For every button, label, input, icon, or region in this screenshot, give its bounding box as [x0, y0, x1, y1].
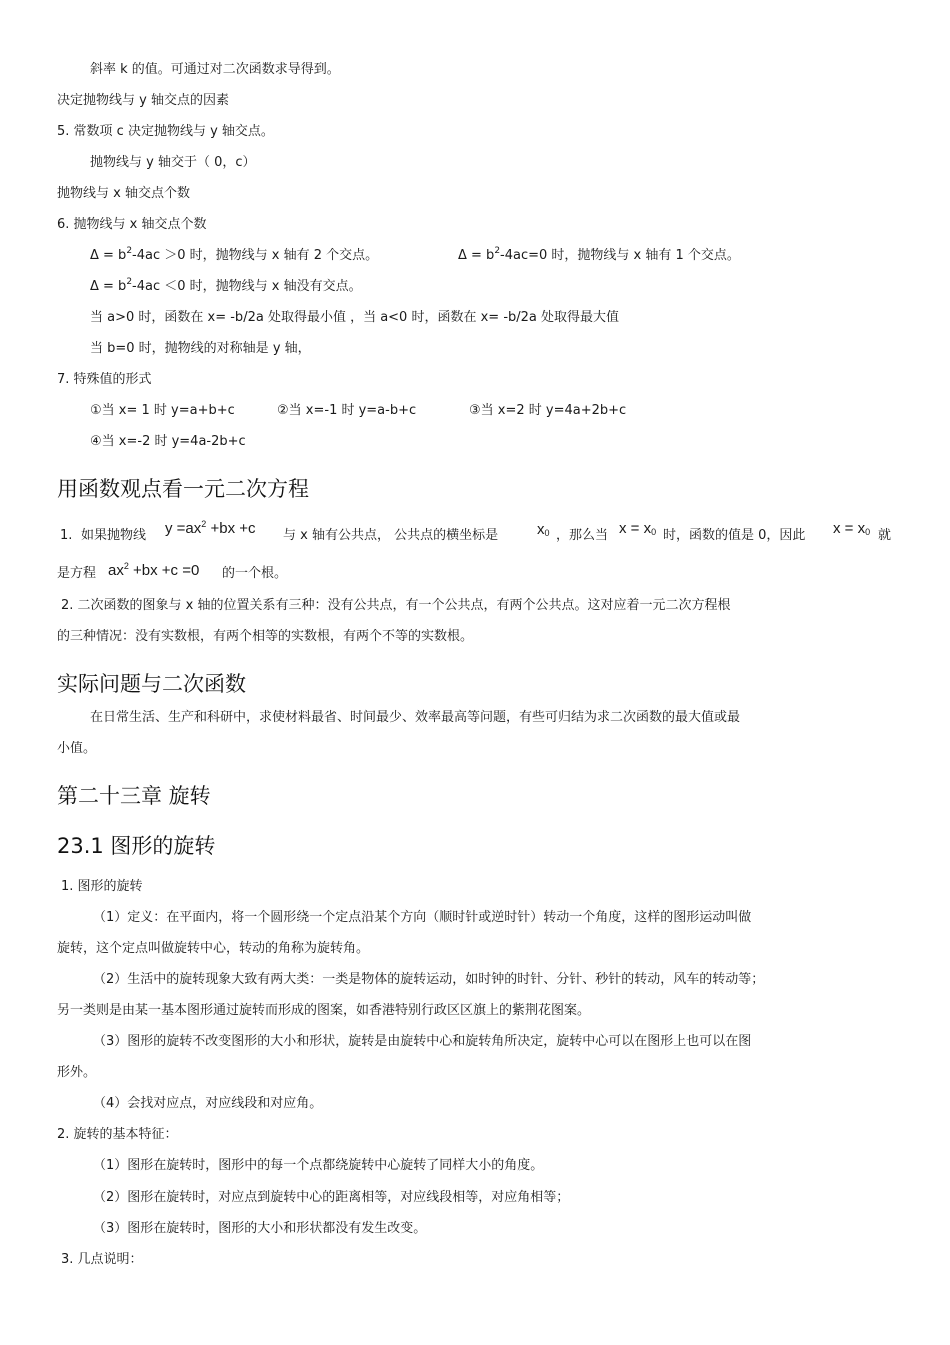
- text-line: 7. 特殊值的形式: [57, 372, 152, 387]
- text-line: （4）会找对应点，对应线段和对应角。: [93, 1096, 323, 1111]
- special-value-3: ③当 x=2 时 y=4a+2b+c: [469, 403, 627, 418]
- subsection-heading: 23.1 图形的旋转: [57, 834, 216, 858]
- formula-x-equals-x0: $x = x_0$: [619, 520, 657, 537]
- text-line: （2）图形在旋转时，对应点到旋转中心的距离相等，对应线段相等，对应角相等；: [93, 1190, 570, 1205]
- text-line: 抛物线与 x 轴交点个数: [57, 186, 190, 201]
- formula-parabola: $y =ax^2 +bx +c$: [165, 519, 256, 537]
- text-line: 6. 抛物线与 x 轴交点个数: [57, 217, 207, 232]
- discriminant-positive: $\Delta = b^2-4ac >0$ 时，抛物线与 x 轴有 2 个交点。: [90, 246, 379, 263]
- text-line: （1）定义：在平面内，将一个圆形绕一个定点沿某个方向（顺时针或逆时针）转动一个角度，这样的图形运动叫做: [93, 910, 752, 925]
- text-line: （3）图形在旋转时，图形的大小和形状都没有发生改变。: [93, 1221, 427, 1236]
- discriminant-zero: $\Delta = b^2-4ac=0$ 时，抛物线与 x 轴有 1 个交点。: [458, 246, 740, 263]
- text-line: 旋转，这个定点叫做旋转中心，转动的角称为旋转角。: [57, 941, 370, 956]
- section-heading: 实际问题与二次函数: [57, 672, 246, 696]
- text-line: 1. 图形的旋转: [61, 879, 143, 894]
- text-line: 抛物线与 y 轴交于（ 0，c）: [90, 155, 256, 170]
- text-line: 2. 旋转的基本特征：: [57, 1127, 178, 1142]
- special-value-4: ④当 x=-2 时 y=4a-2b+c: [90, 434, 246, 449]
- special-value-2: ②当 x=-1 时 y=a-b+c: [277, 403, 417, 418]
- text-line: （1）图形在旋转时，图形中的每一个点都绕旋转中心旋转了同样大小的角度。: [93, 1158, 544, 1173]
- text-fragment: 如果抛物线: [81, 528, 147, 543]
- text-line: 形外。: [57, 1065, 97, 1080]
- text-line: 的三种情况：没有实数根，有两个相等的实数根，有两个不等的实数根。: [57, 629, 474, 644]
- text-fragment: ，那么当: [556, 528, 609, 543]
- formula-x0: $x_0$: [537, 521, 550, 538]
- text-line: 决定抛物线与 y 轴交点的因素: [57, 93, 229, 108]
- text-fragment: 是方程: [57, 566, 97, 581]
- text-line: （2）生活中的旋转现象大致有两大类：一类是物体的旋转运动，如时钟的时针、分针、秒针的转动，风车的转动等；: [93, 972, 765, 987]
- text-line: 当 b=0 时，抛物线的对称轴是 y 轴，: [90, 341, 311, 356]
- text-line: 斜率 k 的值。可通过对二次函数求导得到。: [90, 62, 340, 77]
- text-fragment: 时，函数的值是 0，因此: [663, 528, 806, 543]
- formula-equation: $ax^2 +bx +c =0$: [108, 561, 200, 579]
- text-line: 小值。: [57, 741, 97, 756]
- chapter-heading: 第二十三章 旋转: [57, 784, 211, 808]
- text-fragment: 的一个根。: [222, 566, 288, 581]
- text-line: （3）图形的旋转不改变图形的大小和形状，旋转是由旋转中心和旋转角所决定，旋转中心可以在图形上也可以在图: [93, 1034, 752, 1049]
- discriminant-negative: $\Delta = b^2-4ac <0$ 时，抛物线与 x 轴没有交点。: [90, 277, 362, 294]
- item-number: 1.: [60, 528, 73, 543]
- text-fragment: 与 x 轴有公共点， 公共点的横坐标是: [283, 528, 499, 543]
- section-heading: 用函数观点看一元二次方程: [57, 477, 309, 501]
- text-line: 3. 几点说明：: [61, 1252, 143, 1267]
- text-line: 5. 常数项 c 决定抛物线与 y 轴交点。: [57, 124, 274, 139]
- text-fragment: 就: [878, 528, 892, 543]
- text-line: 2. 二次函数的图象与 x 轴的位置关系有三种：没有公共点，有一个公共点，有两个公共点。这对应着一元二次方程根: [61, 598, 731, 613]
- text-line: 当 a>0 时，函数在 x= -b/2a 处取得最小值 ，当 a<0 时，函数在 x= -b/2a 处取得最大值: [90, 310, 620, 325]
- special-value-1: ①当 x= 1 时 y=a+b+c: [90, 403, 235, 418]
- formula-x-equals-x0: $x = x_0$: [833, 520, 871, 537]
- text-line: 另一类则是由某一基本图形通过旋转而形成的图案，如香港特别行政区区旗上的紫荆花图案。: [57, 1003, 591, 1018]
- text-line: 在日常生活、生产和科研中，求使材料最省、时间最少、效率最高等问题，有些可归结为求二次函数的最大值或最: [90, 710, 741, 725]
